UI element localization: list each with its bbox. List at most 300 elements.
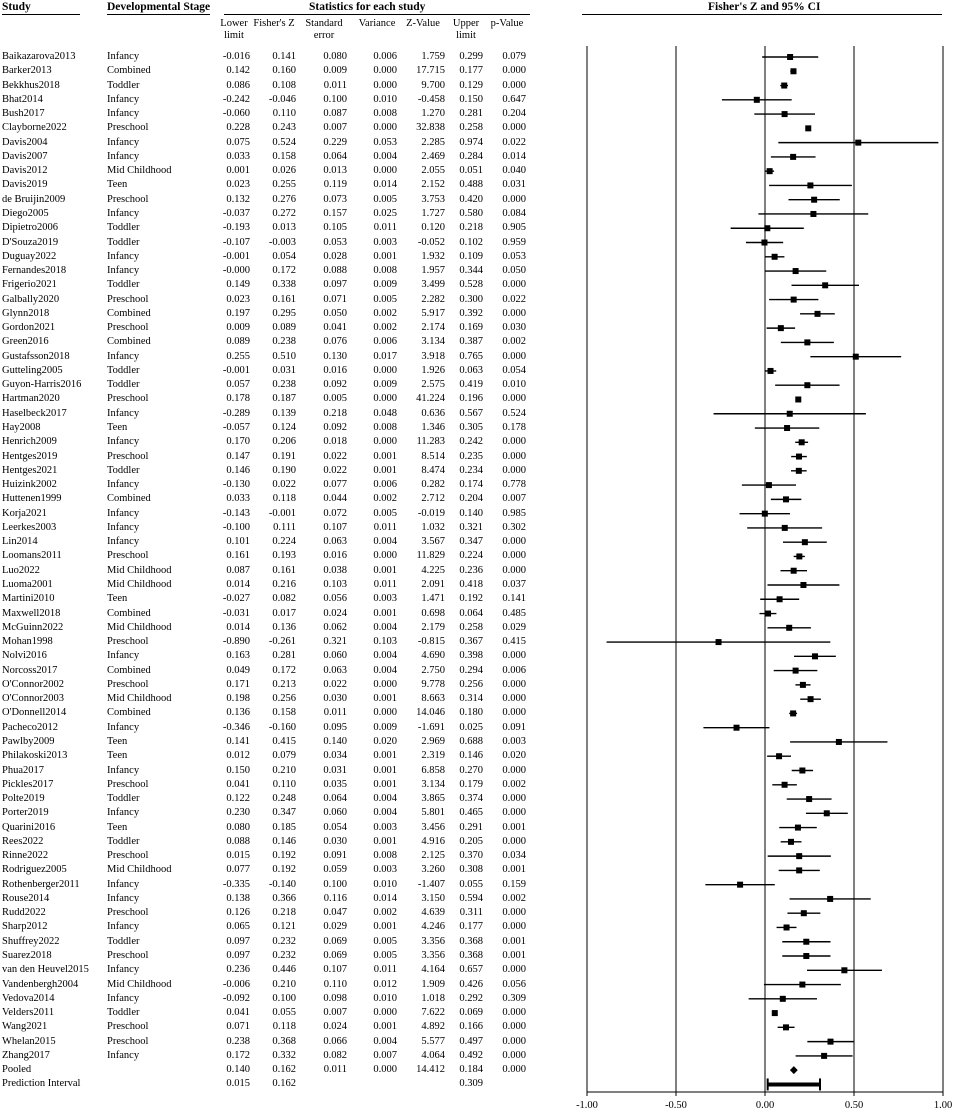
effect-marker — [802, 539, 808, 545]
developmental-stage: Infancy — [107, 265, 140, 277]
developmental-stage: Teen — [107, 179, 128, 191]
lower-limit-value: 0.122 — [226, 793, 250, 805]
fishers-z-value: 0.089 — [272, 322, 296, 334]
standard-error-value: 0.060 — [323, 807, 347, 819]
lower-limit-value: -0.289 — [222, 407, 250, 419]
variance-value: 0.005 — [373, 950, 397, 961]
z-value-value: 4.892 — [421, 1021, 445, 1033]
developmental-stage: Preschool — [107, 322, 149, 334]
effect-marker — [784, 425, 790, 431]
standard-error-value: 0.005 — [323, 393, 347, 405]
standard-error-value: 0.103 — [323, 578, 347, 590]
study-name: Duguay2022 — [2, 250, 57, 262]
z-value-value: 3.918 — [421, 350, 445, 362]
effect-marker — [807, 182, 813, 188]
study-name: Luoma2001 — [2, 578, 53, 590]
upper-limit-value: 0.284 — [459, 150, 483, 162]
z-value-value: 1.932 — [421, 250, 445, 262]
upper-limit-value: 0.367 — [459, 636, 483, 648]
upper-limit-value: 0.528 — [459, 279, 483, 291]
lower-limit-value: 0.001 — [226, 165, 250, 177]
developmental-stage: Preschool — [107, 122, 149, 134]
lower-limit-value: -0.130 — [222, 479, 250, 491]
fishers-z-value: 0.108 — [272, 79, 296, 91]
col-upper-limit: Upper limit — [452, 18, 480, 41]
z-value-value: 2.125 — [421, 850, 445, 862]
variance-value: 0.002 — [373, 907, 397, 919]
standard-error-value: 0.056 — [323, 593, 347, 605]
p-value-value: 0.002 — [502, 336, 526, 348]
lower-limit-value: 0.171 — [226, 678, 250, 690]
p-value-value: 0.000 — [502, 436, 526, 448]
p-value-value: 0.029 — [502, 621, 526, 633]
standard-error-value: 0.034 — [323, 750, 347, 762]
upper-limit-value: 0.146 — [459, 750, 483, 762]
z-value-value: 4.225 — [421, 564, 445, 576]
study-name: Guyon-Harris2016 — [2, 379, 82, 391]
lower-limit-value: 0.071 — [226, 1021, 250, 1033]
effect-marker — [762, 511, 768, 517]
fishers-z-value: 0.141 — [272, 51, 296, 62]
study-name: Prediction Interval — [2, 1078, 81, 1090]
upper-limit-value: 0.140 — [459, 507, 483, 519]
lower-limit-value: 0.170 — [226, 436, 250, 448]
developmental-stage: Infancy — [107, 136, 140, 148]
effect-marker — [790, 68, 796, 74]
upper-limit-value: 0.420 — [459, 193, 483, 205]
z-value-value: -1.691 — [417, 721, 445, 733]
standard-error-value: 0.028 — [323, 250, 347, 262]
lower-limit-value: 0.150 — [226, 764, 250, 776]
effect-marker — [799, 982, 805, 988]
lower-limit-value: -0.006 — [222, 978, 250, 990]
standard-error-value: 0.011 — [323, 1064, 347, 1076]
upper-limit-value: 0.465 — [459, 807, 483, 819]
effect-marker — [764, 225, 770, 231]
variance-value: 0.017 — [373, 350, 397, 362]
upper-limit-value: 0.392 — [459, 307, 483, 319]
p-value-value: 0.010 — [502, 379, 526, 391]
variance-value: 0.004 — [373, 664, 397, 676]
lower-limit-value: 0.089 — [226, 336, 250, 348]
variance-value: 0.014 — [373, 179, 397, 191]
upper-limit-value: 0.974 — [459, 136, 483, 148]
upper-limit-value: 0.063 — [459, 364, 483, 376]
fishers-z-value: 0.256 — [272, 693, 296, 705]
upper-limit-value: 0.150 — [459, 93, 483, 105]
p-value-value: 0.302 — [502, 521, 526, 533]
developmental-stage: Infancy — [107, 878, 140, 890]
lower-limit-value: 0.065 — [226, 921, 250, 933]
z-value-value: 0.698 — [421, 607, 445, 619]
study-name: Hentges2021 — [2, 464, 58, 476]
developmental-stage: Toddler — [107, 379, 140, 391]
standard-error-value: 0.100 — [323, 878, 347, 890]
fishers-z-value: 0.368 — [272, 1035, 296, 1047]
variance-value: 0.001 — [373, 1021, 397, 1033]
lower-limit-value: 0.023 — [226, 293, 250, 305]
effect-marker — [796, 553, 802, 559]
fishers-z-value: 0.172 — [272, 664, 296, 676]
lower-limit-value: -0.037 — [222, 207, 250, 219]
study-name: Whelan2015 — [2, 1035, 56, 1047]
z-value-value: 17.715 — [416, 65, 445, 77]
fishers-z-value: 0.160 — [272, 65, 296, 77]
study-name: Pickles2017 — [2, 778, 54, 790]
standard-error-value: 0.098 — [323, 992, 347, 1004]
variance-value: 0.001 — [373, 464, 397, 476]
effect-marker — [796, 867, 802, 873]
variance-value: 0.001 — [373, 450, 397, 462]
effect-marker — [841, 967, 847, 973]
study-name: Baikazarova2013 — [2, 51, 76, 62]
upper-limit-value: 0.281 — [459, 108, 483, 120]
variance-value: 0.000 — [373, 1064, 397, 1076]
variance-value: 0.053 — [373, 136, 397, 148]
effect-marker — [780, 996, 786, 1002]
study-name: D'Souza2019 — [2, 236, 59, 248]
variance-value: 0.003 — [373, 236, 397, 248]
z-value-value: -1.407 — [417, 878, 445, 890]
standard-error-value: 0.044 — [323, 493, 347, 505]
z-value-value: 3.499 — [421, 279, 445, 291]
p-value-value: 0.309 — [502, 992, 526, 1004]
study-name: McGuinn2022 — [2, 621, 64, 633]
lower-limit-value: -0.100 — [222, 521, 250, 533]
p-value-value: 0.001 — [502, 935, 526, 947]
variance-value: 0.014 — [373, 892, 397, 904]
variance-value: 0.003 — [373, 593, 397, 605]
lower-limit-value: 0.088 — [226, 835, 250, 847]
developmental-stage: Toddler — [107, 464, 140, 476]
variance-value: 0.005 — [373, 507, 397, 519]
p-value-value: 0.053 — [502, 250, 526, 262]
variance-value: 0.002 — [373, 322, 397, 334]
fishers-z-value: 0.187 — [272, 393, 296, 405]
z-value-value: 2.575 — [421, 379, 445, 391]
z-value-value: 2.469 — [421, 150, 445, 162]
z-value-value: 32.838 — [416, 122, 445, 134]
z-value-value: 9.700 — [421, 79, 445, 91]
effect-marker — [772, 254, 778, 260]
p-value-value: 0.485 — [502, 607, 526, 619]
p-value-value: 0.000 — [502, 450, 526, 462]
standard-error-value: 0.018 — [323, 436, 347, 448]
standard-error-value: 0.077 — [323, 479, 347, 491]
variance-value: 0.000 — [373, 1007, 397, 1019]
fishers-z-value: -0.046 — [268, 93, 296, 105]
upper-limit-value: 0.205 — [459, 835, 483, 847]
study-name: Rodriguez2005 — [2, 864, 67, 876]
effect-marker — [790, 154, 796, 160]
effect-marker — [766, 482, 772, 488]
study-name: Pooled — [2, 1064, 32, 1076]
upper-limit-value: 0.299 — [459, 51, 483, 62]
study-name: Rudd2022 — [2, 907, 46, 919]
p-value-value: 0.415 — [502, 636, 526, 648]
p-value-value: 0.000 — [502, 193, 526, 205]
p-value-value: 0.000 — [502, 1021, 526, 1033]
fishers-z-value: -0.001 — [268, 507, 296, 519]
fishers-z-value: 0.118 — [272, 493, 296, 505]
variance-value: 0.001 — [373, 564, 397, 576]
standard-error-value: 0.088 — [323, 265, 347, 277]
z-value-value: 2.712 — [421, 493, 445, 505]
upper-limit-value: 0.398 — [459, 650, 483, 662]
upper-limit-value: 0.368 — [459, 935, 483, 947]
variance-value: 0.103 — [373, 636, 397, 648]
effect-marker — [754, 97, 760, 103]
study-name: Norcoss2017 — [2, 664, 58, 676]
standard-error-value: 0.009 — [323, 65, 347, 77]
upper-limit-value: 0.236 — [459, 564, 483, 576]
developmental-stage: Infancy — [107, 992, 140, 1004]
effect-marker — [828, 1039, 834, 1045]
z-value-value: 3.356 — [421, 935, 445, 947]
study-name: Polte2019 — [2, 793, 45, 805]
developmental-stage: Infancy — [107, 436, 140, 448]
lower-limit-value: 0.230 — [226, 807, 250, 819]
effect-marker — [793, 668, 799, 674]
developmental-stage: Toddler — [107, 793, 140, 805]
z-value-value: -0.815 — [417, 636, 445, 648]
z-value-value: 1.346 — [421, 422, 445, 434]
effect-marker — [772, 1010, 778, 1016]
upper-limit-value: 0.567 — [459, 407, 483, 419]
z-value-value: 3.134 — [421, 778, 445, 790]
lower-limit-value: -0.890 — [222, 636, 250, 648]
upper-limit-value: 0.177 — [459, 921, 483, 933]
lower-limit-value: 0.161 — [226, 550, 250, 562]
variance-value: 0.007 — [373, 1049, 397, 1061]
z-value-value: 5.577 — [421, 1035, 445, 1047]
developmental-stage: Preschool — [107, 393, 149, 405]
p-value-value: 0.001 — [502, 950, 526, 961]
standard-error-value: 0.130 — [323, 350, 347, 362]
p-value-value: 0.000 — [502, 393, 526, 405]
col-p-value: p-Value — [490, 18, 524, 29]
upper-limit-value: 0.657 — [459, 964, 483, 976]
effect-marker — [799, 768, 805, 774]
effect-marker — [804, 382, 810, 388]
z-value-value: 2.282 — [421, 293, 445, 305]
effect-marker — [795, 396, 801, 402]
lower-limit-value: 0.080 — [226, 821, 250, 833]
standard-error-value: 0.092 — [323, 422, 347, 434]
study-name: Pacheco2012 — [2, 721, 58, 733]
standard-error-value: 0.095 — [323, 721, 347, 733]
standard-error-value: 0.076 — [323, 336, 347, 348]
z-value-value: 3.753 — [421, 193, 445, 205]
fishers-z-value: 0.276 — [272, 193, 296, 205]
p-value-value: 0.000 — [502, 307, 526, 319]
z-value-value: -0.019 — [417, 507, 445, 519]
x-tick-label: -1.00 — [576, 1100, 598, 1110]
variance-value: 0.008 — [373, 108, 397, 120]
developmental-stage: Mid Childhood — [107, 564, 172, 576]
effect-marker — [782, 111, 788, 117]
lower-limit-value: 0.197 — [226, 307, 250, 319]
developmental-stage: Infancy — [107, 536, 140, 548]
study-name: Clayborne2022 — [2, 122, 67, 134]
fishers-z-value: 0.026 — [272, 165, 296, 177]
variance-value: 0.003 — [373, 864, 397, 876]
fishers-z-value: -0.261 — [268, 636, 296, 648]
standard-error-value: 0.063 — [323, 664, 347, 676]
p-value-value: 0.178 — [502, 422, 526, 434]
developmental-stage: Mid Childhood — [107, 693, 172, 705]
lower-limit-value: -0.031 — [222, 607, 250, 619]
p-value-value: 0.000 — [502, 79, 526, 91]
variance-value: 0.004 — [373, 536, 397, 548]
upper-limit-value: 0.218 — [459, 222, 483, 234]
developmental-stage: Toddler — [107, 222, 140, 234]
fishers-z-value: 0.415 — [272, 735, 296, 747]
upper-limit-value: 0.300 — [459, 293, 483, 305]
lower-limit-value: 0.015 — [226, 1078, 250, 1090]
p-value-value: 0.985 — [502, 507, 526, 519]
variance-value: 0.004 — [373, 807, 397, 819]
study-name: Luo2022 — [2, 564, 40, 576]
standard-error-value: 0.063 — [323, 536, 347, 548]
standard-error-value: 0.092 — [323, 379, 347, 391]
study-name: O'Connor2002 — [2, 678, 64, 690]
fishers-z-value: 0.190 — [272, 464, 296, 476]
effect-marker — [821, 1053, 827, 1059]
upper-limit-value: 0.580 — [459, 207, 483, 219]
study-name: Hay2008 — [2, 422, 41, 434]
lower-limit-value: 0.077 — [226, 864, 250, 876]
study-name: Bush2017 — [2, 108, 45, 120]
standard-error-value: 0.007 — [323, 122, 347, 134]
z-value-value: 9.778 — [421, 678, 445, 690]
z-value-value: 4.164 — [421, 964, 445, 976]
z-value-value: 1.926 — [421, 364, 445, 376]
study-name: Davis2007 — [2, 150, 48, 162]
p-value-value: 0.003 — [502, 735, 526, 747]
fishers-z-value: 0.366 — [272, 892, 296, 904]
fishers-z-value: 0.210 — [272, 978, 296, 990]
effect-marker — [808, 696, 814, 702]
fishers-z-value: 0.272 — [272, 207, 296, 219]
standard-error-value: 0.072 — [323, 507, 347, 519]
stats-group-header: Statistics for each study — [309, 1, 426, 13]
upper-limit-value: 0.129 — [459, 79, 483, 91]
p-value-value: 0.091 — [502, 721, 526, 733]
developmental-stage: Toddler — [107, 1007, 140, 1019]
lower-limit-value: 0.255 — [226, 350, 250, 362]
p-value-value: 0.037 — [502, 578, 526, 590]
developmental-stage: Teen — [107, 422, 128, 434]
developmental-stage: Infancy — [107, 479, 140, 491]
effect-marker — [788, 839, 794, 845]
lower-limit-value: 0.228 — [226, 122, 250, 134]
effect-marker — [786, 625, 792, 631]
fishers-z-value: 0.139 — [272, 407, 296, 419]
upper-limit-value: 0.292 — [459, 992, 483, 1004]
developmental-stage: Preschool — [107, 193, 149, 205]
standard-error-value: 0.024 — [323, 1021, 347, 1033]
standard-error-value: 0.105 — [323, 222, 347, 234]
fishers-z-value: 0.100 — [272, 992, 296, 1004]
variance-value: 0.011 — [373, 578, 397, 590]
z-value-value: 4.064 — [421, 1049, 445, 1061]
p-value-value: 0.000 — [502, 350, 526, 362]
developmental-stage: Toddler — [107, 364, 140, 376]
upper-limit-value: 0.064 — [459, 607, 483, 619]
lower-limit-value: 0.097 — [226, 935, 250, 947]
standard-error-value: 0.050 — [323, 307, 347, 319]
x-tick-label: -0.50 — [665, 1100, 687, 1110]
z-value-value: 4.690 — [421, 650, 445, 662]
developmental-stage: Preschool — [107, 778, 149, 790]
p-value-value: 0.000 — [502, 793, 526, 805]
variance-value: 0.001 — [373, 778, 397, 790]
variance-value: 0.004 — [373, 621, 397, 633]
upper-limit-value: 0.309 — [459, 1078, 483, 1090]
fishers-z-value: 0.206 — [272, 436, 296, 448]
study-name: Davis2012 — [2, 165, 48, 177]
developmental-stage: Mid Childhood — [107, 864, 172, 876]
lower-limit-value: -0.000 — [222, 265, 250, 277]
upper-limit-value: 0.418 — [459, 578, 483, 590]
effect-marker — [791, 568, 797, 574]
variance-value: 0.008 — [373, 850, 397, 862]
effect-marker — [796, 853, 802, 859]
fishers-z-value: 0.192 — [272, 864, 296, 876]
z-value-value: 4.246 — [421, 921, 445, 933]
p-value-value: 0.001 — [502, 821, 526, 833]
effect-marker — [768, 368, 774, 374]
x-tick-label: 1.00 — [933, 1100, 953, 1110]
lower-limit-value: 0.236 — [226, 964, 250, 976]
variance-value: 0.001 — [373, 750, 397, 762]
upper-limit-value: 0.051 — [459, 165, 483, 177]
effect-marker — [790, 710, 796, 716]
standard-error-value: 0.107 — [323, 964, 347, 976]
effect-marker — [803, 953, 809, 959]
developmental-stage: Infancy — [107, 250, 140, 262]
fishers-z-value: -0.160 — [268, 721, 296, 733]
effect-marker — [804, 339, 810, 345]
fishers-z-value: 0.031 — [272, 364, 296, 376]
lower-limit-value: 0.172 — [226, 1049, 250, 1061]
variance-value: 0.011 — [373, 222, 397, 234]
lower-limit-value: 0.041 — [226, 1007, 250, 1019]
standard-error-value: 0.011 — [323, 79, 347, 91]
fishers-z-value: 0.162 — [272, 1064, 296, 1076]
variance-value: 0.012 — [373, 978, 397, 990]
fishers-z-value: 0.079 — [272, 750, 296, 762]
standard-error-value: 0.087 — [323, 108, 347, 120]
p-value-value: 0.054 — [502, 364, 526, 376]
fishers-z-value: 0.054 — [272, 250, 296, 262]
col-fishers-z: Fisher's Z — [253, 18, 295, 29]
study-name: Phua2017 — [2, 764, 44, 776]
z-value-value: 2.055 — [421, 165, 445, 177]
study-name: Wang2021 — [2, 1021, 48, 1033]
z-value-value: 2.319 — [421, 750, 445, 762]
effect-marker — [784, 924, 790, 930]
developmental-stage: Toddler — [107, 279, 140, 291]
upper-limit-value: 0.102 — [459, 236, 483, 248]
standard-error-value: 0.029 — [323, 921, 347, 933]
fishers-z-value: 0.185 — [272, 821, 296, 833]
developmental-stage: Preschool — [107, 450, 149, 462]
effect-marker — [781, 83, 787, 89]
variance-value: 0.010 — [373, 878, 397, 890]
lower-limit-value: 0.015 — [226, 850, 250, 862]
